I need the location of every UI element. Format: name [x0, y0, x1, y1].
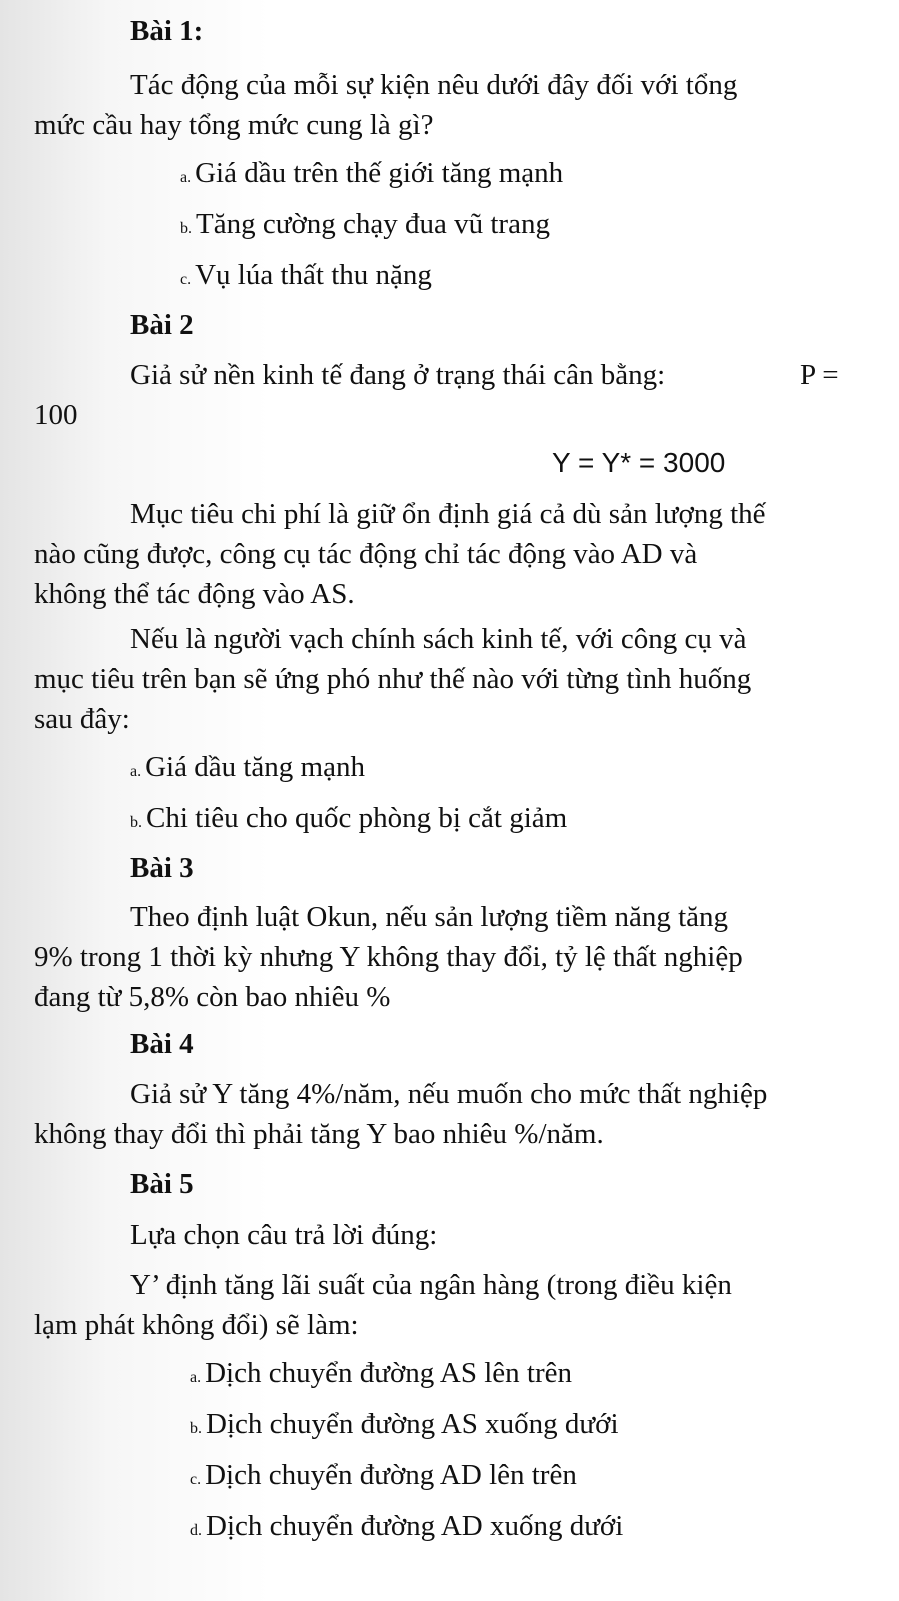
item-label: b. [180, 220, 192, 237]
list-item [180, 156, 563, 195]
paragraph-line: Y’ định tăng lãi suất của ngân hàng (trong điều kiện [130, 1269, 732, 1301]
section-title-bai-3: Bài 3 [130, 852, 194, 884]
item-text: Dịch chuyển đường AS lên trên [205, 1357, 573, 1389]
item-text: Giá dầu tăng mạnh [145, 751, 365, 783]
answer-option-b [190, 1407, 619, 1446]
price-label: P = [800, 359, 839, 391]
paragraph-line: đang từ 5,8% còn bao nhiêu % [34, 981, 391, 1013]
item-label: a. [180, 169, 192, 186]
list-item [180, 207, 550, 246]
item-label: b. [130, 814, 142, 831]
item-text: Vụ lúa thất thu nặng [195, 259, 432, 291]
item-text: Chi tiêu cho quốc phòng bị cắt giảm [146, 802, 568, 834]
item-text: Dịch chuyển đường AD xuống dưới [206, 1510, 624, 1542]
paragraph-line: Nếu là người vạch chính sách kinh tế, với công cụ và [130, 623, 747, 655]
item-text: Giá dầu trên thế giới tăng mạnh [195, 157, 564, 189]
list-item [180, 258, 432, 297]
answer-option-c [190, 1458, 577, 1497]
item-label: c. [180, 271, 192, 288]
paragraph-line: Giả sử Y tăng 4%/năm, nếu muốn cho mức thất nghiệp [130, 1078, 768, 1110]
item-label: d. [190, 1522, 202, 1539]
paragraph-line: Theo định luật Okun, nếu sản lượng tiềm năng tăng [130, 901, 729, 933]
item-label: c. [190, 1471, 202, 1488]
paragraph-line: sau đây: [34, 703, 130, 735]
paragraph-line: 9% trong 1 thời kỳ nhưng Y không thay đổi, tỷ lệ thất nghiệp [34, 941, 743, 973]
question-line: mức cầu hay tổng mức cung là gì? [34, 109, 434, 141]
item-label: a. [190, 1369, 202, 1386]
item-text: Dịch chuyển đường AS xuống dưới [206, 1408, 619, 1440]
section-title-bai-4: Bài 4 [130, 1028, 194, 1060]
answer-option-d [190, 1509, 623, 1548]
paragraph-line: không thể tác động vào AS. [34, 578, 355, 610]
paragraph-line: mục tiêu trên bạn sẽ ứng phó như thế nào với từng tình huống [34, 663, 752, 695]
answer-option-a [190, 1356, 572, 1395]
paragraph-line: Mục tiêu chi phí là giữ ổn định giá cả dù sản lượng thế [130, 498, 766, 530]
paragraph-line: không thay đổi thì phải tăng Y bao nhiêu %/năm. [34, 1118, 604, 1150]
list-item [130, 801, 567, 840]
paragraph-line: Lựa chọn câu trả lời đúng: [130, 1219, 438, 1251]
question-line: Giả sử nền kinh tế đang ở trạng thái cân bằng: [130, 359, 666, 391]
paragraph-line: lạm phát không đổi) sẽ làm: [34, 1309, 359, 1341]
equation: Y = Y* = 3000 [552, 447, 726, 478]
item-text: Dịch chuyển đường AD lên trên [205, 1459, 577, 1491]
list-item [130, 750, 365, 789]
item-label: a. [130, 763, 142, 780]
section-title-bai-2: Bài 2 [130, 309, 194, 341]
question-line: Tác động của mỗi sự kiện nêu dưới đây đối với tổng [130, 69, 738, 101]
paragraph-line: nào cũng được, công cụ tác động chỉ tác động vào AD và [34, 538, 698, 570]
item-text: Tăng cường chạy đua vũ trang [196, 208, 550, 240]
price-value: 100 [34, 399, 78, 431]
item-label: b. [190, 1420, 202, 1437]
section-title-bai-1: Bài 1: [130, 15, 204, 47]
section-title-bai-5: Bài 5 [130, 1168, 194, 1200]
